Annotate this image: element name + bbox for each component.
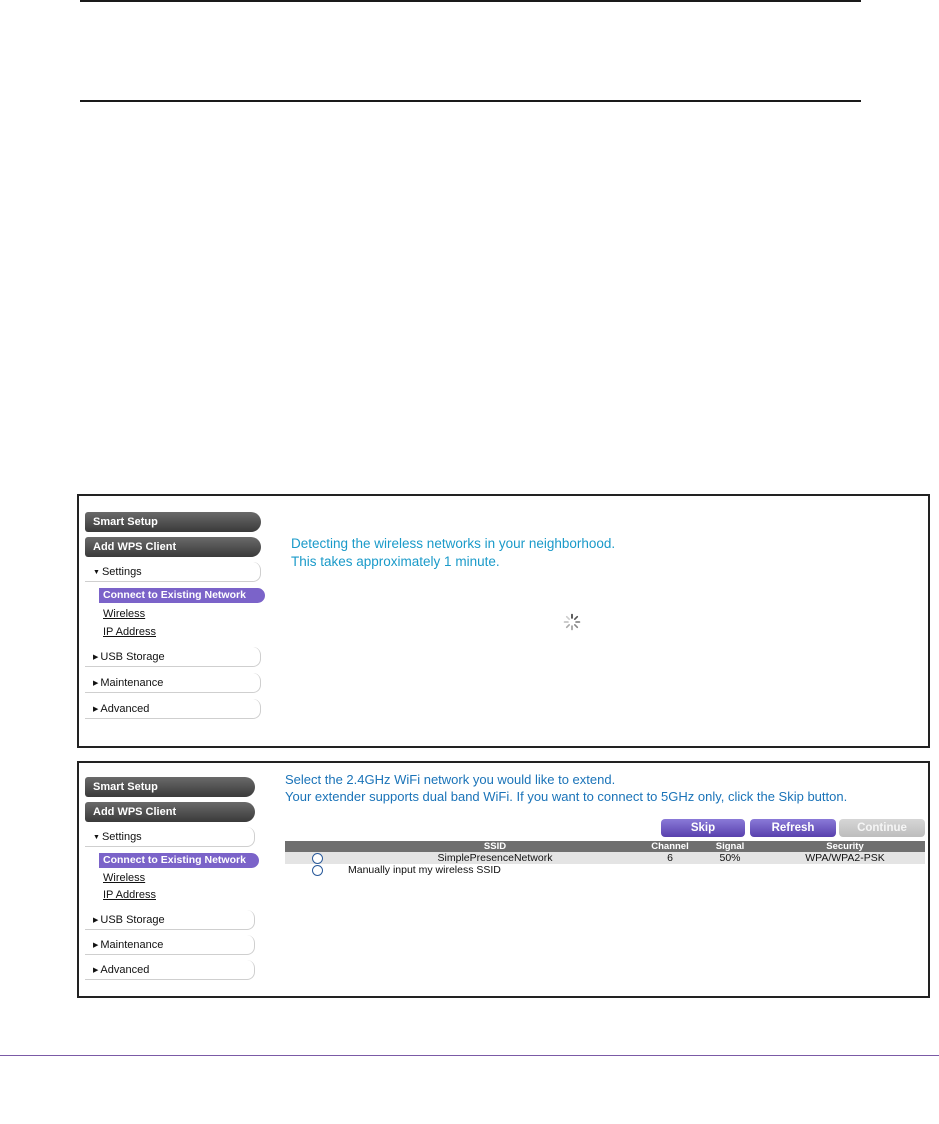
triangle-right-icon: ▶ xyxy=(93,706,99,713)
triangle-right-icon: ▶ xyxy=(93,942,99,949)
refresh-button[interactable]: Refresh xyxy=(750,819,836,837)
header-security: Security xyxy=(826,841,864,852)
nav-wireless[interactable]: Wireless xyxy=(103,872,146,884)
cell-ssid: SimplePresenceNetwork xyxy=(437,852,553,864)
cell-signal: 50% xyxy=(719,852,741,864)
table-row[interactable] xyxy=(285,852,925,864)
nav-settings[interactable] xyxy=(85,827,255,847)
table-header xyxy=(285,841,925,852)
triangle-right-icon: ▶ xyxy=(93,917,99,924)
nav-advanced[interactable] xyxy=(85,960,255,980)
screenshot-select-network xyxy=(77,761,930,998)
triangle-right-icon: ▶ xyxy=(93,654,99,661)
nav-wireless[interactable]: Wireless xyxy=(103,608,146,620)
nav-maintenance-label: Maintenance xyxy=(100,939,164,951)
sidebar xyxy=(85,512,261,725)
nav-maintenance[interactable] xyxy=(85,935,255,955)
triangle-down-icon: ▼ xyxy=(93,569,100,576)
nav-ip-address[interactable]: IP Address xyxy=(103,889,156,901)
cell-channel: 6 xyxy=(667,852,673,864)
triangle-right-icon: ▶ xyxy=(93,967,99,974)
network-table xyxy=(285,841,925,876)
settings-submenu xyxy=(85,588,261,641)
skip-button[interactable]: Skip xyxy=(661,819,745,837)
select-line1: Select the 2.4GHz WiFi network you would like to extend. xyxy=(285,772,616,787)
nav-advanced[interactable] xyxy=(85,699,261,719)
nav-smart-setup[interactable]: Smart Setup xyxy=(85,777,255,797)
manual-ssid-label: Manually input my wireless SSID xyxy=(348,864,501,876)
cell-security: WPA/WPA2-PSK xyxy=(805,852,885,864)
header-channel: Channel xyxy=(651,841,689,852)
header-rule xyxy=(80,100,861,102)
nav-maintenance-label: Maintenance xyxy=(100,677,164,689)
nav-advanced-label: Advanced xyxy=(100,964,150,976)
header-ssid: SSID xyxy=(483,841,507,852)
detecting-line1: Detecting the wireless networks in your neighborhood. xyxy=(291,536,616,551)
triangle-down-icon: ▼ xyxy=(93,834,100,841)
footer-rule xyxy=(0,1055,939,1056)
nav-add-wps-client[interactable]: Add WPS Client xyxy=(85,802,255,822)
nav-settings-label: Settings xyxy=(101,566,142,578)
network-radio[interactable] xyxy=(312,853,323,864)
settings-submenu xyxy=(85,853,261,904)
nav-connect-existing[interactable]: Connect to Existing Network xyxy=(99,853,259,868)
nav-usb-label: USB Storage xyxy=(100,651,165,663)
nav-smart-setup[interactable]: Smart Setup xyxy=(85,512,261,532)
detecting-line2: This takes approximately 1 minute. xyxy=(291,554,500,569)
header-signal: Signal xyxy=(715,841,745,852)
nav-settings-label: Settings xyxy=(101,831,142,843)
nav-add-wps-client[interactable]: Add WPS Client xyxy=(85,537,261,557)
triangle-right-icon: ▶ xyxy=(93,680,99,687)
sidebar xyxy=(85,777,261,986)
select-line2: Your extender supports dual band WiFi. If you want to connect to 5GHz only, click the Skip button. xyxy=(285,789,848,804)
nav-usb-label: USB Storage xyxy=(100,914,165,926)
nav-advanced-label: Advanced xyxy=(100,703,150,715)
manual-ssid-radio[interactable] xyxy=(312,865,323,876)
nav-usb-storage[interactable] xyxy=(85,910,255,930)
screenshot-detecting xyxy=(77,494,930,748)
nav-ip-address[interactable]: IP Address xyxy=(103,626,156,638)
nav-connect-existing[interactable]: Connect to Existing Network xyxy=(99,588,265,603)
continue-button[interactable]: Continue xyxy=(839,819,925,837)
table-row-manual[interactable] xyxy=(285,864,925,876)
nav-settings[interactable] xyxy=(85,562,261,582)
top-rule xyxy=(80,0,861,2)
nav-usb-storage[interactable] xyxy=(85,647,261,667)
select-network-message xyxy=(285,771,847,805)
detecting-message xyxy=(291,535,615,571)
loading-spinner-icon xyxy=(563,613,581,631)
nav-maintenance[interactable] xyxy=(85,673,261,693)
